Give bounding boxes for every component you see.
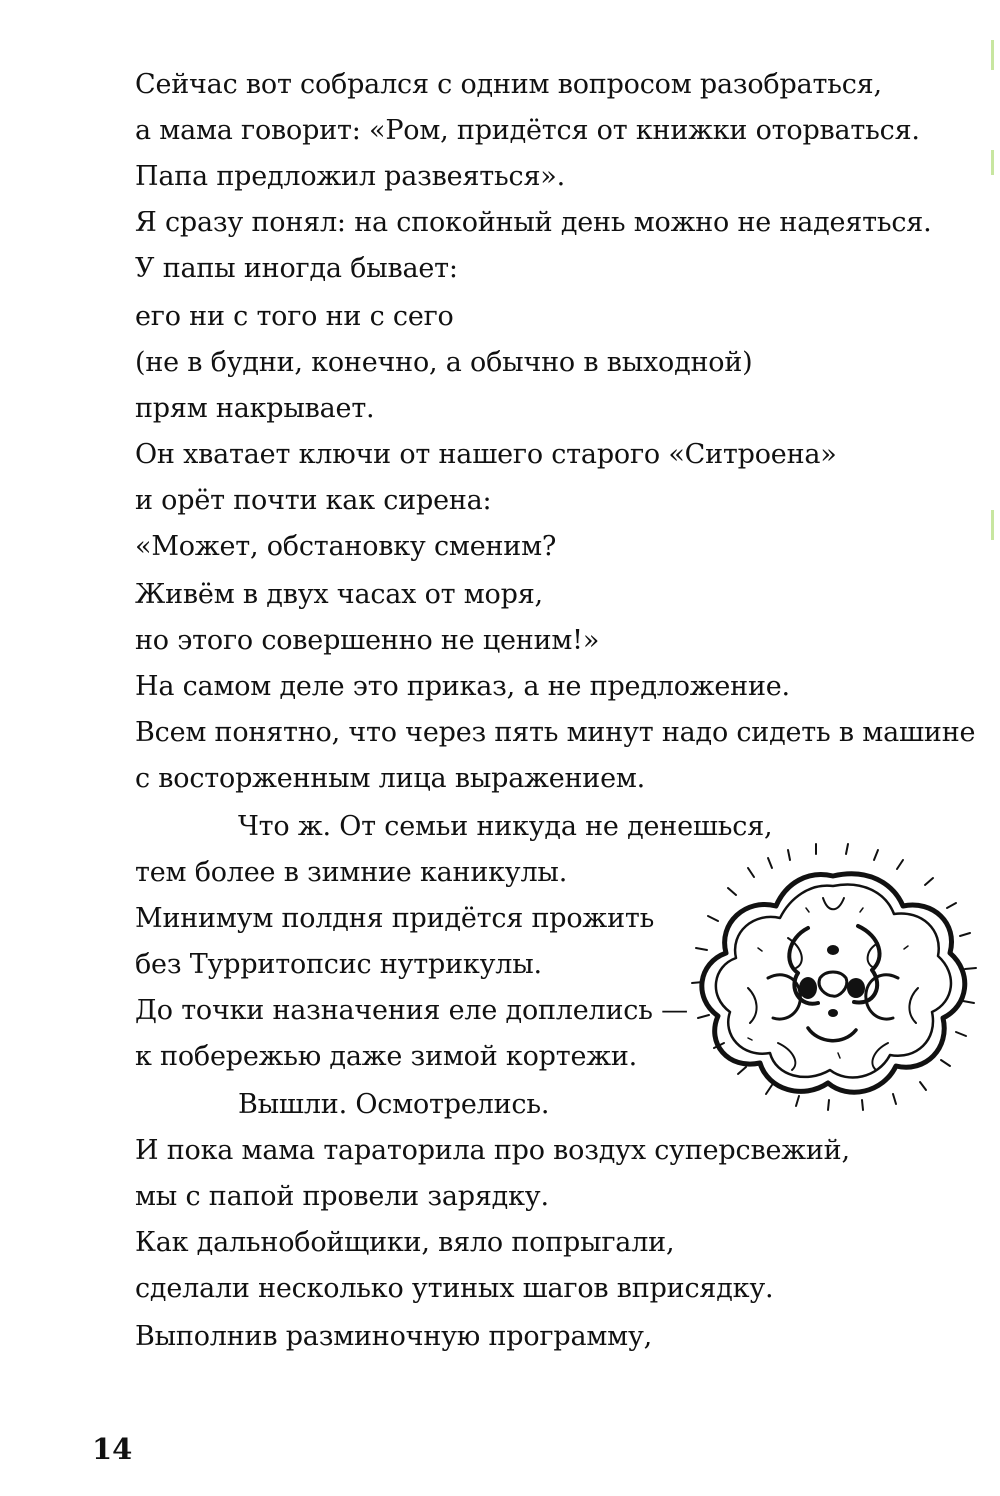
text-line: сделали несколько утиных шагов вприсядку. [135,1273,774,1304]
jellyfish-drawing-icon [688,838,978,1113]
text-line: с восторженным лица выражением. [135,763,646,794]
text-line: а мама говорит: «Ром, придётся от книжки оторваться. [135,115,920,146]
text-line: и орёт почти как сирена: [135,485,492,516]
text-line: Живём в двух часах от моря, [135,579,543,610]
text-line: Всем понятно, что через пять минут надо сидеть в машине [135,717,976,748]
text-line: прям накрывает. [135,393,375,424]
scan-edge-mark [991,510,994,540]
text-line: До точки назначения еле доплелись — [135,995,688,1026]
text-line: к побережью даже зимой кортежи. [135,1041,638,1072]
text-line: Он хватает ключи от нашего старого «Ситроена» [135,439,837,470]
text-line: Выполнив разминочную программу, [135,1321,653,1352]
text-line: Что ж. От семьи никуда не денешься, [238,811,773,842]
text-line: На самом деле это приказ, а не предложение. [135,671,790,702]
text-line: тем более в зимние каникулы. [135,857,568,888]
text-line: Папа предложил развеяться». [135,161,565,192]
page-number: 14 [92,1432,133,1466]
text-line: Сейчас вот собрался с одним вопросом разобраться, [135,69,882,100]
text-line: У папы иногда бывает: [135,253,458,284]
text-line: но этого совершенно не ценим!» [135,625,600,656]
scan-edge-mark [991,40,994,70]
text-line: Минимум полдня придётся прожить [135,903,655,934]
text-line: его ни с того ни с сего [135,301,454,332]
text-line: мы с папой провели зарядку. [135,1181,549,1212]
text-line: «Может, обстановку сменим? [135,531,557,562]
text-line: (не в будни, конечно, а обычно в выходной) [135,347,753,378]
text-line: Я сразу понял: на спокойный день можно не надеяться. [135,207,932,238]
text-line: Как дальнобойщики, вяло попрыгали, [135,1227,675,1258]
scan-edge-mark [991,150,994,175]
text-line: Вышли. Осмотрелись. [238,1089,550,1120]
text-line: И пока мама тараторила про воздух суперсвежий, [135,1135,850,1166]
text-line: без Турритопсис нутрикулы. [135,949,542,980]
